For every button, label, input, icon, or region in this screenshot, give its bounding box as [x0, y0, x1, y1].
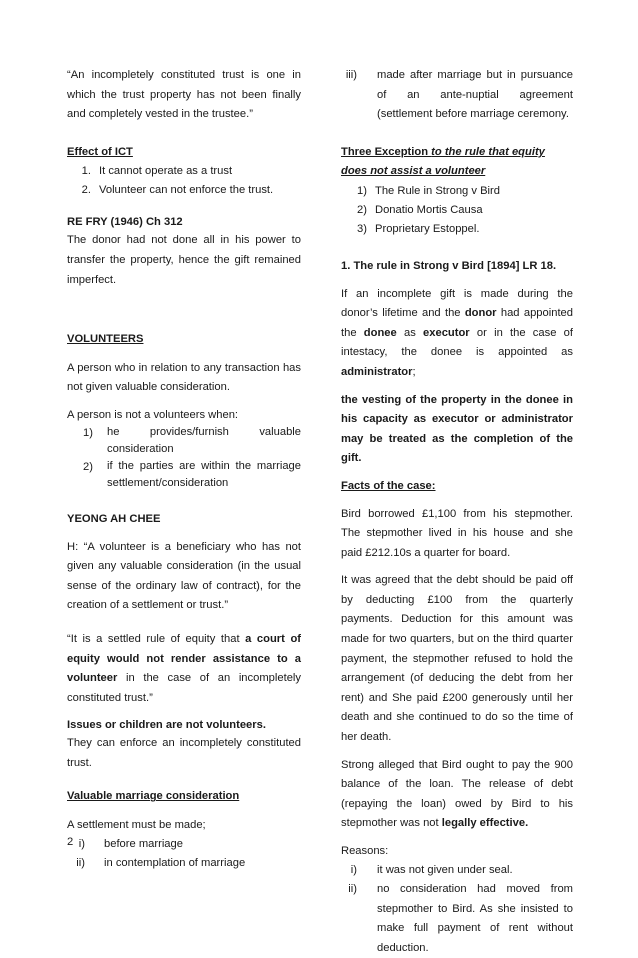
yeong-ah-chee-holding: H: “A volunteer is a beneficiary who has not given any valuable consideration (in the usual sense of the ordinary law of contract), for the creation of a settlement or trust.” [67, 540, 301, 612]
trust-definition-quote: “An incompletely constituted trust is one in which the trust property has not been finally and completely vested in the trustee.” [67, 69, 301, 121]
page-number: 2 [67, 836, 74, 848]
reasons-list [341, 861, 573, 958]
ict-heading: Effect of ICT [67, 145, 133, 158]
settled-rule-quote: “It is a settled rule of equity that a court of equity would not render assistance to a volunteer in the case of an incompletely constituted trust.” [67, 632, 301, 704]
list-item: 2) Donatio Mortis Causa [357, 203, 483, 216]
facts-paragraph-1: Bird borrowed £1,100 from his stepmother. The stepmother lived in his house and she paid £212.10s a quarter for board. [341, 507, 573, 559]
not-volunteer-list [67, 424, 301, 492]
list-item: i) before marriage [78, 838, 183, 851]
list-item: 3) Proprietary Estoppel. [357, 222, 480, 235]
facts-heading: Facts of the case: [341, 479, 436, 492]
volunteers-definition: A person who in relation to any transaction has not given valuable consideration. [67, 361, 301, 394]
strong-v-bird-rule: If an incomplete gift is made during the donor’s lifetime and the donor had appointed the donee as executor or in the case of intestacy, the donee is appointed as administrator; [341, 287, 573, 378]
list-item: ii) no consideration had moved from stepmother to Bird. As she insisted to make full payment of rent without deduction. [348, 883, 573, 954]
list-item: 1. It cannot operate as a trust [81, 165, 233, 178]
valuable-marriage-list [67, 835, 301, 873]
vesting-statement: the vesting of the property in the donee in his capacity as executor or administrator may be treated as the completion of the gift. [341, 393, 573, 465]
valuable-marriage-intro: A settlement must be made; [67, 819, 206, 832]
volunteers-heading: VOLUNTEERS [67, 333, 144, 346]
facts-paragraph-3: Strong alleged that Bird ought to pay the 900 balance of the loan. The release of debt (repaying the loan) owed by Bird to his stepmother was not legally effective. [341, 758, 573, 830]
issues-text: They can enforce an incompletely constituted trust. [67, 737, 301, 769]
three-exceptions-heading: Three Exception to the rule that equity does not assist a volunteer [341, 145, 545, 178]
re-fry-text: The donor had not done all in his power to transfer the property, hence the gift remained imperfect. [67, 234, 301, 286]
exceptions-list [341, 182, 573, 239]
valuable-marriage-heading: Valuable marriage consideration [67, 790, 240, 803]
ict-list [67, 162, 301, 200]
strong-v-bird-heading: 1. The rule in Strong v Bird [1894] LR 18. [341, 259, 557, 272]
facts-paragraph-2: It was agreed that the debt should be paid off by deducting £100 from the quarterly payments. Deduction for this amount was made for two quarters, but on the third quarter payment, the stepmother refused to hold the arrangement (of deducing the debt from her rent) and She paid £200 generously until her death and she continued to do so the time of her death. [341, 574, 573, 744]
reasons-intro: Reasons: [341, 845, 389, 857]
list-item: ii) in contemplation of marriage [76, 857, 246, 870]
re-fry-heading: RE FRY (1946) Ch 312 [67, 216, 183, 229]
yeong-ah-chee-heading: YEONG AH CHEE [67, 512, 161, 525]
left-column [67, 66, 301, 873]
right-column [341, 66, 573, 958]
list-item: 2) if the parties are within the marriage settlement/consideration [83, 459, 301, 489]
list-item: iii) made after marriage but in pursuance of an ante-nuptial agreement (settlement before marriage ceremony. [345, 69, 573, 121]
issues-heading: Issues or children are not volunteers. [67, 719, 266, 732]
list-item: 2. Volunteer can not enforce the trust. [81, 184, 274, 197]
list-item: 1) The Rule in Strong v Bird [357, 184, 500, 197]
not-volunteer-intro: A person is not a volunteers when: [67, 408, 239, 421]
list-item: i) it was not given under seal. [350, 864, 513, 876]
list-item: 1) he provides/furnish valuable consideration [83, 425, 301, 455]
marriage-item-iii [341, 66, 573, 125]
